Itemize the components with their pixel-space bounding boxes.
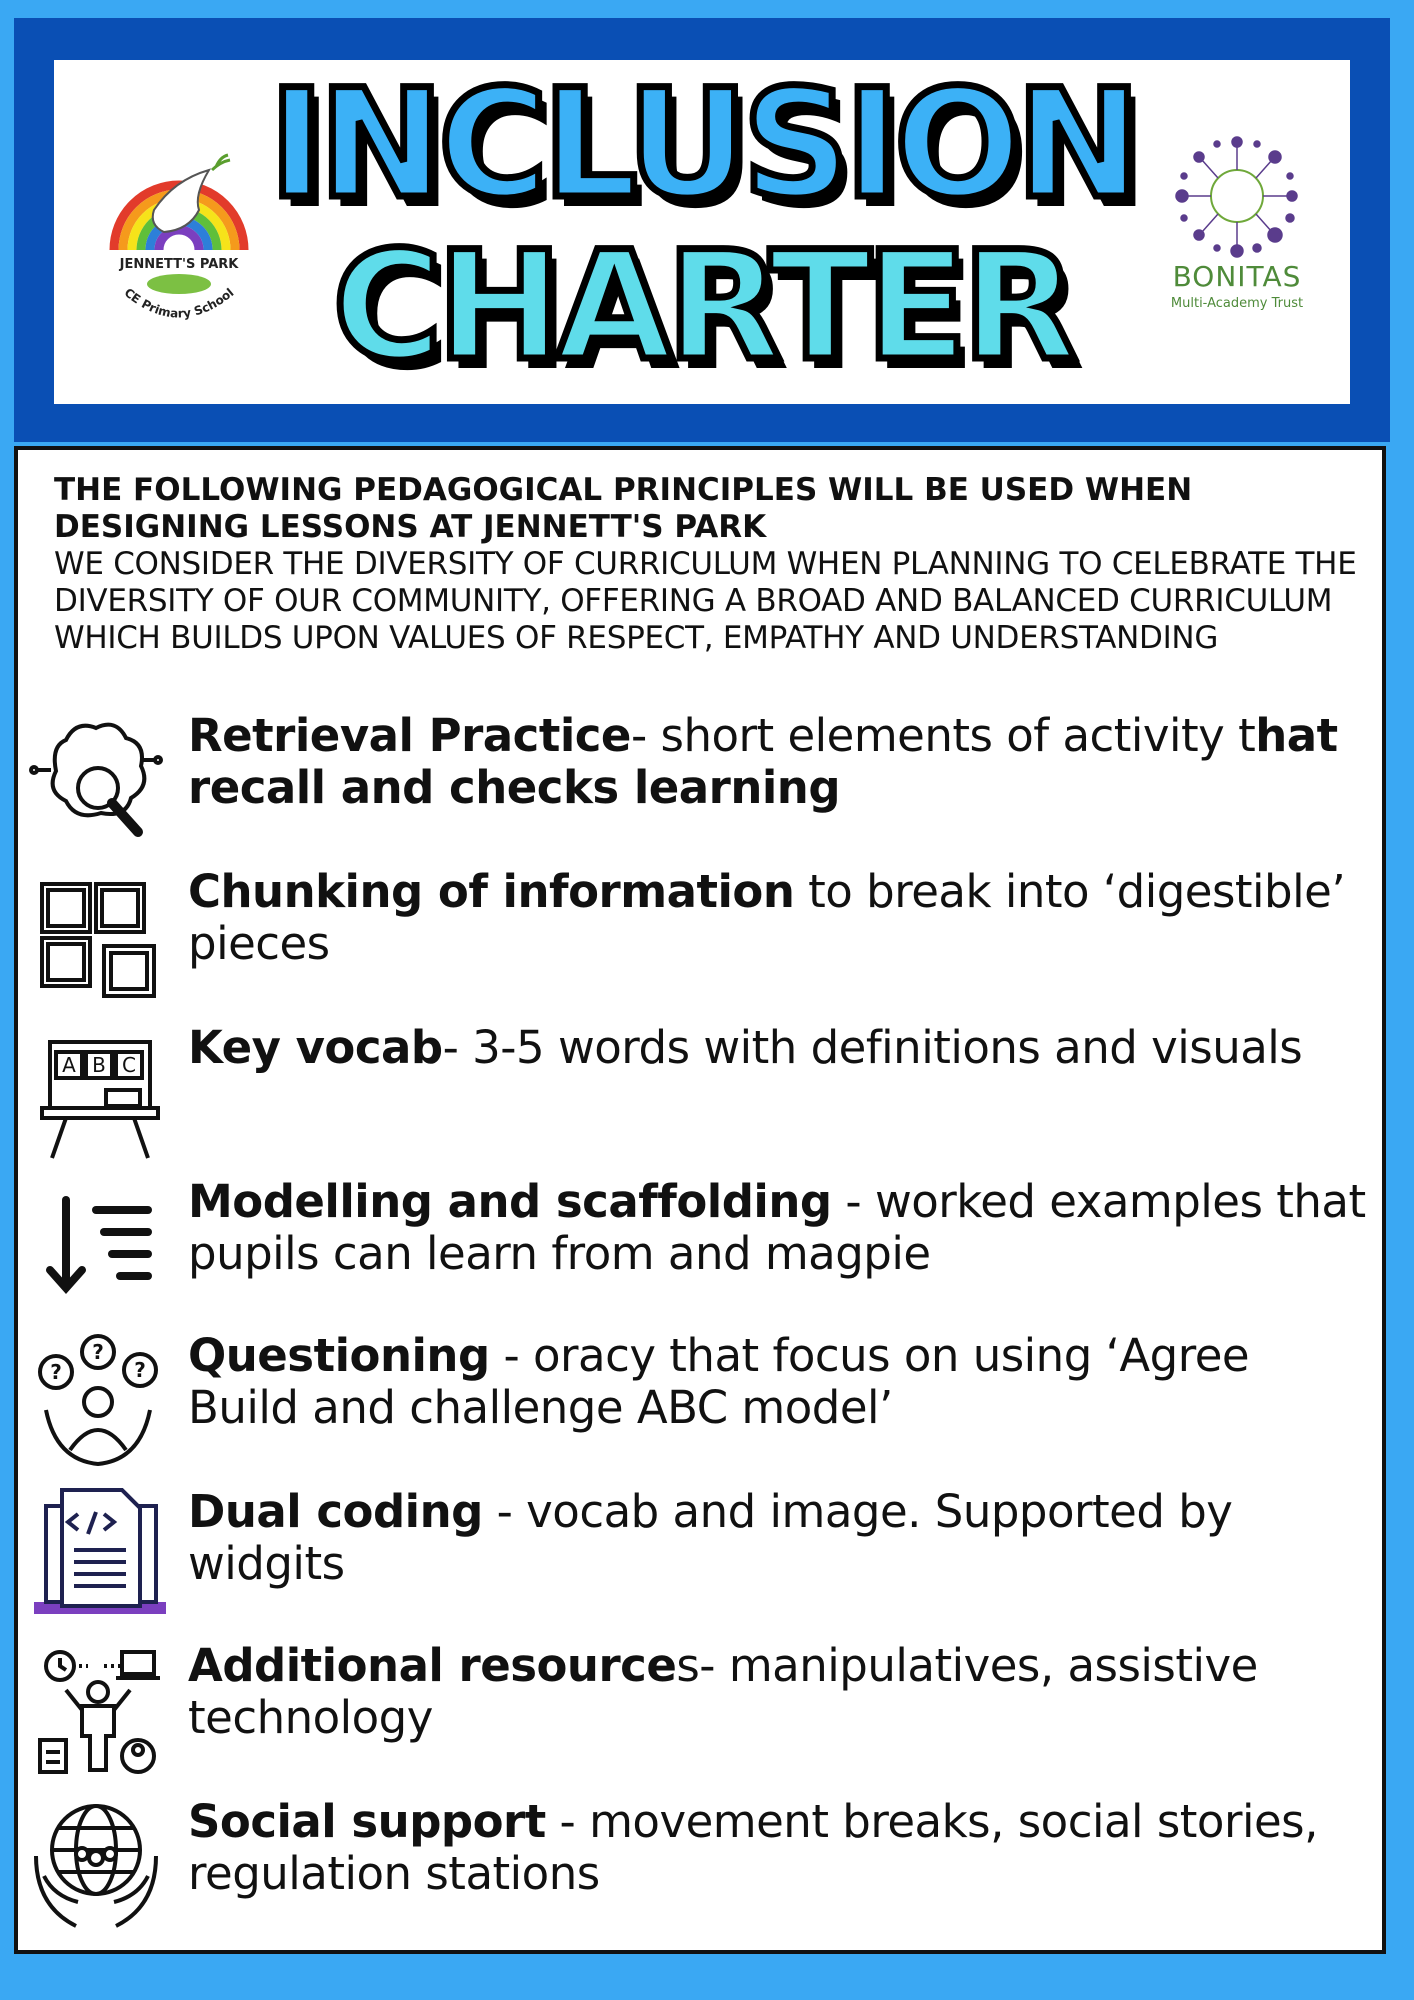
principle-text: Dual coding - vocab and image. Supported by widgits: [188, 1485, 1233, 1590]
principle-text: Chunking of information to break into ‘digestible’ pieces: [188, 865, 1346, 970]
question-person-icon: [26, 1330, 166, 1470]
principle-additional-resources: [18, 1640, 1378, 1770]
principle-chunking: [18, 866, 1378, 996]
intro-body: WE CONSIDER THE DIVERSITY OF CURRICULUM WHEN PLANNING TO CELEBRATE THE DIVERSITY OF OUR COMMUNITY, OFFERING A BROAD AND BALANCED CURRICULUM WHICH BUILDS UPON VALUES OF RESPECT, EMPATHY AND UNDERSTANDING: [54, 546, 1357, 656]
principle-modelling: [18, 1176, 1378, 1306]
chunk-squares-icon: [26, 866, 166, 1006]
resources-person-icon: [26, 1640, 166, 1780]
charter-body: [14, 446, 1386, 1954]
title-inclusion: INCLUSION: [268, 58, 1136, 232]
svg-text:C: C: [122, 1053, 136, 1077]
principle-retrieval-practice: [18, 710, 1378, 840]
title-charter: CHARTER: [332, 220, 1072, 394]
header-card: [54, 60, 1350, 404]
svg-text:?: ?: [92, 1340, 104, 1364]
principle-text: Key vocab- 3-5 words with definitions and visuals: [188, 1021, 1303, 1074]
principle-key-vocab: [18, 1022, 1378, 1152]
trust-subtitle: Multi-Academy Trust: [1170, 296, 1304, 311]
principle-text: Retrieval Practice- short elements of activity that recall and checks learning: [188, 709, 1338, 814]
principle-text: Social support - movement breaks, social stories, regulation stations: [188, 1795, 1318, 1900]
principle-questioning: [18, 1330, 1378, 1460]
brain-search-icon: [26, 710, 166, 850]
principle-text: Modelling and scaffolding - worked examples that pupils can learn from and magpie: [188, 1175, 1366, 1280]
school-logo-line2: CE Primary School: [121, 285, 237, 321]
globe-hands-icon: [26, 1796, 166, 1936]
svg-text:A: A: [62, 1053, 76, 1077]
principle-dual-coding: [18, 1486, 1378, 1616]
svg-text:?: ?: [134, 1358, 146, 1382]
sort-down-icon: [26, 1176, 166, 1316]
school-logo-line1: JENNETT'S PARK: [119, 257, 239, 272]
code-document-icon: [26, 1486, 166, 1626]
intro-heading: THE FOLLOWING PEDAGOGICAL PRINCIPLES WILL BE USED WHEN DESIGNING LESSONS AT JENNETT'S PARK: [54, 472, 1193, 545]
school-logo-icon: [94, 140, 264, 340]
abc-board-icon: [26, 1022, 166, 1162]
trust-name: BONITAS: [1172, 260, 1302, 293]
svg-text:?: ?: [50, 1360, 62, 1384]
principle-text: Questioning - oracy that focus on using ‘Agree Build and challenge ABC model’: [188, 1329, 1250, 1434]
principle-text: Additional resources- manipulatives, assistive technology: [188, 1639, 1258, 1744]
principle-social-support: [18, 1796, 1378, 1926]
svg-text:B: B: [92, 1053, 106, 1077]
